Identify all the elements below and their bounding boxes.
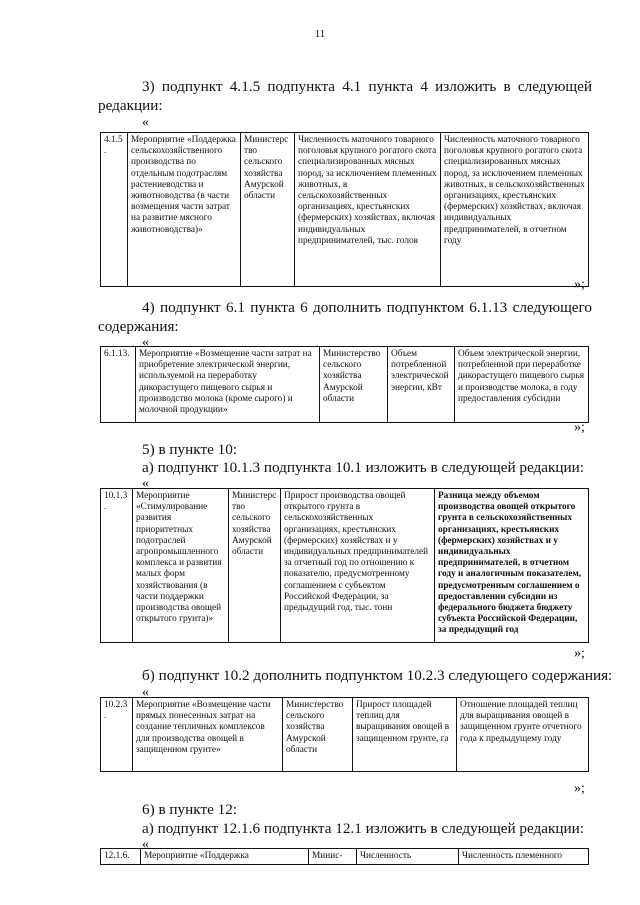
executor: Министерство сельского хозяйства Амурской области xyxy=(320,347,388,423)
section-5-table xyxy=(100,488,589,643)
indicator: Прирост площадей теплиц для выращивания овощей в защищенном грунте, га xyxy=(353,698,457,772)
section-3-close-quote: »; xyxy=(574,277,585,292)
measure-name: Мероприятие «Стимулирование развития приоритетных подотраслей агропромышленного комплекса и развития малых форм хозяйствования (в части поддержки производства овощей открытого грунта)» xyxy=(133,489,229,643)
executor: Министерство сельского хозяйства Амурской области xyxy=(229,489,281,643)
measure-name: Мероприятие «Возмещение части прямых понесенных затрат на создание тепличных комплексов для производства овощей в защищенном грунте» xyxy=(133,698,283,772)
indicator: Прирост производства овощей открытого грунта в сельскохозяйственных организациях, крестьянских (фермерских) хозяйствах и у индивидуальных предпринимателей за отчетный год по отношению к показателю, предусмотренному соглашением с субъектом Российской Федерации, за предыдущий год, тыс. тонн xyxy=(281,489,435,643)
measure-name: Мероприятие «Поддержка xyxy=(141,849,309,865)
indicator-definition: Объем электрической энергии, потребленной при переработке дикорастущего пищевого сырья и производстве молока, в году предоставления субсидии xyxy=(455,347,589,423)
section-6-open-quote: « xyxy=(142,837,149,852)
section-5-open-quote: « xyxy=(142,476,149,491)
section-4-open-quote: « xyxy=(142,335,149,350)
section-6-line-1: 6) в пункте 12: xyxy=(142,801,238,818)
section-3-line-1: 3) подпункт 4.1.5 подпункта 4.1 пункта 4 изложить в следующей xyxy=(142,78,592,95)
section-3-open-quote: « xyxy=(142,115,149,130)
indicator: Численность маточного товарного поголовья крупного рогатого скота специализированных мясных пород, за исключением племенных животных, в сельскохозяйственных организациях, крестьянских (фермерских) хозяйствах, включая индивидуальных предпринимателей, тыс. голов xyxy=(295,133,441,287)
row-code: 10.2.3. xyxy=(101,698,133,772)
executor: Министерство сельского хозяйства Амурской области xyxy=(283,698,353,772)
row-code: 4.1.5. xyxy=(101,133,128,287)
table-row xyxy=(101,489,589,643)
section-5-close-quote: »; xyxy=(574,646,585,661)
section-5b-open-quote: « xyxy=(142,685,149,700)
section-4-line-2: содержания: xyxy=(98,318,179,335)
table-row xyxy=(101,347,589,423)
indicator-definition: Численность маточного товарного поголовья крупного рогатого скота специализированных мясных пород, за исключением племенных животных, в сельскохозяйственных организациях, крестьянских (фермерских) хозяйствах, включая индивидуальных предпринимателей, в отчетном году xyxy=(441,133,589,287)
section-5-line-2: а) подпункт 10.1.3 подпункта 10.1 изложить в следующей редакции: xyxy=(142,459,584,476)
executor: Минис- xyxy=(309,849,357,865)
page-number: 11 xyxy=(314,28,326,40)
indicator: Численность xyxy=(357,849,459,865)
section-3-table xyxy=(100,132,589,287)
indicator-definition: Разница между объемом производства овощей открытого грунта в сельскохозяйственных организациях, крестьянских (фермерских) хозяйствах и у индивидуальных предпринимателей, в отчетном году и аналогичным показателем, предусмотренным соглашением о предоставлении субсидии из федерального бюджета бюджету субъекта Российской Федерации, за предыдущий год xyxy=(435,489,589,643)
section-6-line-2: а) подпункт 12.1.6 подпункта 12.1 изложить в следующей редакции: xyxy=(142,820,584,837)
row-code: 6.1.13. xyxy=(101,347,136,423)
section-6-table xyxy=(100,848,589,865)
indicator-definition: Численность племенного xyxy=(459,849,589,865)
section-4-close-quote: »; xyxy=(574,420,585,435)
section-3-line-2: редакции: xyxy=(98,97,163,114)
section-5-line-1: 5) в пункте 10: xyxy=(142,441,238,458)
table-row xyxy=(101,698,589,772)
section-4-line-1: 4) подпункт 6.1 пункта 6 дополнить подпунктом 6.1.13 следующего xyxy=(142,299,592,316)
measure-name: Мероприятие «Возмещение части затрат на приобретение электрической энергии, используемой на переработку дикорастущего пищевого сырья и производство молока (кроме сырого) и молочной продукции» xyxy=(136,347,320,423)
section-5b-line-1: б) подпункт 10.2 дополнить подпунктом 10.2.3 следующего содержания: xyxy=(142,667,613,684)
measure-name: Мероприятие «Поддержка сельскохозяйственного производства по отдельным подотраслям растениеводства и животноводства (в части возмещения части затрат на развитие мясного животноводства)» xyxy=(128,133,241,287)
section-5b-close-quote: »; xyxy=(574,781,585,796)
indicator-definition: Отношение площадей теплиц для выращивания овощей в защищенном грунте отчетного года к предыдущему году xyxy=(457,698,589,772)
section-4-table xyxy=(100,346,589,423)
table-row xyxy=(101,849,589,865)
row-code: 10.1.3. xyxy=(101,489,133,643)
indicator: Объем потребленной электрической энергии, кВт xyxy=(388,347,455,423)
section-5b-table xyxy=(100,697,589,772)
row-code: 12.1.6. xyxy=(101,849,141,865)
executor: Министерство сельского хозяйства Амурской области xyxy=(241,133,295,287)
table-row xyxy=(101,133,589,287)
